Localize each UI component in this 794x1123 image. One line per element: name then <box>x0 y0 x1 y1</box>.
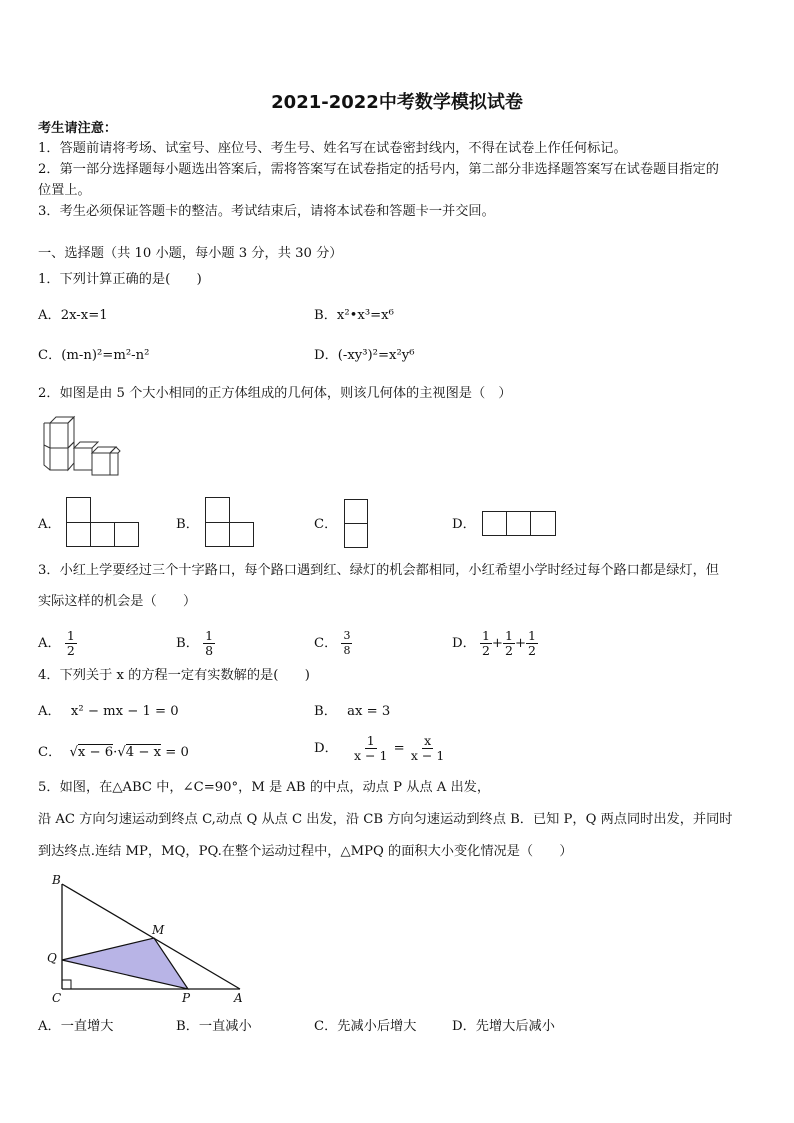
plus-sign: + <box>514 636 526 651</box>
q4-option-a <box>38 703 179 721</box>
q4-option-d <box>314 734 446 763</box>
q4-option-b <box>314 703 390 721</box>
q4-stem: 4．下列关于 x 的方程一定有实数解的是( ) <box>38 668 310 683</box>
q5-option-c: C．先减小后增大 <box>314 1019 417 1034</box>
q5-stem-line1: 5．如图，在△ABC 中，∠C=90°，M 是 AB 的中点，动点 P 从点 A 出发， <box>38 780 491 795</box>
q3-label-d: D． <box>452 636 476 651</box>
q4-label-a: A． <box>38 704 61 719</box>
q3-fraction-d2: $\frac{1}{2}$ <box>504 628 513 658</box>
q4-label-d: D． <box>314 741 338 756</box>
page-title: 2021-2022中考数学模拟试卷 <box>271 92 523 113</box>
q4-label-b: B． <box>314 704 337 719</box>
q3-fraction-d1: $\frac{1}{2}$ <box>481 628 490 658</box>
q2-stem: 2．如图是由 5 个大小相同的正方体组成的几何体，则该几何体的主视图是（ ） <box>38 386 512 401</box>
radicand-1: x − 6 <box>77 745 114 760</box>
q3-stem-line2: 实际这样的机会是（ ） <box>38 594 197 609</box>
q5-option-d: D．先增大后减小 <box>452 1019 555 1034</box>
notice-item-2: 2．第一部分选择题每小题选出答案后，需将答案写在试卷指定的括号内，第二部分非选择题答案写在试卷题目指定的 <box>38 162 719 177</box>
section-heading: 一、选择题（共 10 小题，每小题 3 分，共 30 分） <box>38 246 343 261</box>
q3-fraction-b: $\frac{1}{8}$ <box>205 628 214 658</box>
q5-stem-line2: 沿 AC 方向匀速运动到终点 C,动点 Q 从点 C 出发，沿 CB 方向匀速运动到终点 B．已知 P，Q 两点同时出发，并同时 <box>38 812 733 827</box>
q3-option-b <box>176 629 215 658</box>
q1-option-a: A．2x-x=1 <box>38 308 108 323</box>
q2-label-d: D． <box>452 517 476 532</box>
radicand-2: 4 − x <box>125 745 162 760</box>
q3-option-c <box>314 629 352 658</box>
plus-sign: + <box>491 636 503 651</box>
q2-label-c: C． <box>314 517 338 532</box>
q4-equation-a: x² − mx − 1 = 0 <box>70 704 179 719</box>
triangle-figure <box>40 868 260 1008</box>
q3-option-a <box>38 629 77 658</box>
q4-fraction-d2: $\frac{x}{x - 1}$ <box>410 733 445 763</box>
q3-option-d <box>452 629 538 658</box>
q3-label-a: A． <box>38 636 61 651</box>
q5-option-b: B．一直减小 <box>176 1019 252 1034</box>
q2-option-d-figure <box>482 511 556 536</box>
q3-label-b: B． <box>176 636 199 651</box>
q4-c-equals: = 0 <box>165 745 189 760</box>
q4-option-c: C． √x − 6·√4 − x = 0 <box>38 745 189 760</box>
q4-label-c: C． <box>38 745 62 760</box>
q5-stem-line3: 到达终点.连结 MP，MQ，PQ.在整个运动过程中，△MPQ 的面积大小变化情况是（ ） <box>38 844 573 859</box>
point-label-a: A <box>234 991 243 1005</box>
q4-d-equals: = <box>393 741 405 756</box>
q3-label-c: C． <box>314 636 338 651</box>
q1-stem: 1．下列计算正确的是( ) <box>38 272 202 287</box>
notice-item-1: 1．答题前请将考场、试室号、座位号、考生号、姓名写在试卷密封线内，不得在试卷上作任何标记。 <box>38 141 627 156</box>
q1-option-c: C．(m-n)²=m²-n² <box>38 348 150 363</box>
right-angle-mark <box>62 980 71 989</box>
q3-fraction-a: $\frac{1}{2}$ <box>66 628 75 658</box>
notice-item-3: 3．考生必须保证答题卡的整洁。考试结束后，请将本试卷和答题卡一并交回。 <box>38 204 495 219</box>
notice-heading: 考生请注意： <box>38 121 118 136</box>
q2-option-a-figure <box>66 497 140 547</box>
q1-option-d: D．(-xy³)²=x²y⁶ <box>314 348 415 363</box>
q4-fraction-d1: $\frac{1}{x - 1}$ <box>353 733 388 763</box>
q5-option-a: A．一直增大 <box>38 1019 114 1034</box>
point-label-m: M <box>152 923 165 937</box>
q3-stem-line1: 3．小红上学要经过三个十字路口，每个路口遇到红、绿灯的机会都相同，小红希望小学时经过每个路口都是绿灯，但 <box>38 563 719 578</box>
notice-item-2-cont: 位置上。 <box>38 183 91 198</box>
q4-equation-b: ax = 3 <box>347 704 391 719</box>
q2-option-c-figure <box>344 499 368 548</box>
q3-fraction-c: $\frac{3}{8}$ <box>343 629 351 657</box>
q1-option-b: B．x²•x³=x⁶ <box>314 308 394 323</box>
q2-label-b: B． <box>176 517 199 532</box>
q2-label-a: A． <box>38 517 61 532</box>
q2-option-b-figure <box>205 497 255 547</box>
q3-fraction-d3: $\frac{1}{2}$ <box>528 628 536 658</box>
point-label-b: B <box>52 873 61 887</box>
dot-operator: · <box>113 745 118 760</box>
cube-solid-figure <box>40 415 124 477</box>
triangle-mpq <box>62 938 188 989</box>
point-label-p: P <box>182 991 191 1005</box>
point-label-c: C <box>52 991 62 1005</box>
point-label-q: Q <box>47 951 57 965</box>
